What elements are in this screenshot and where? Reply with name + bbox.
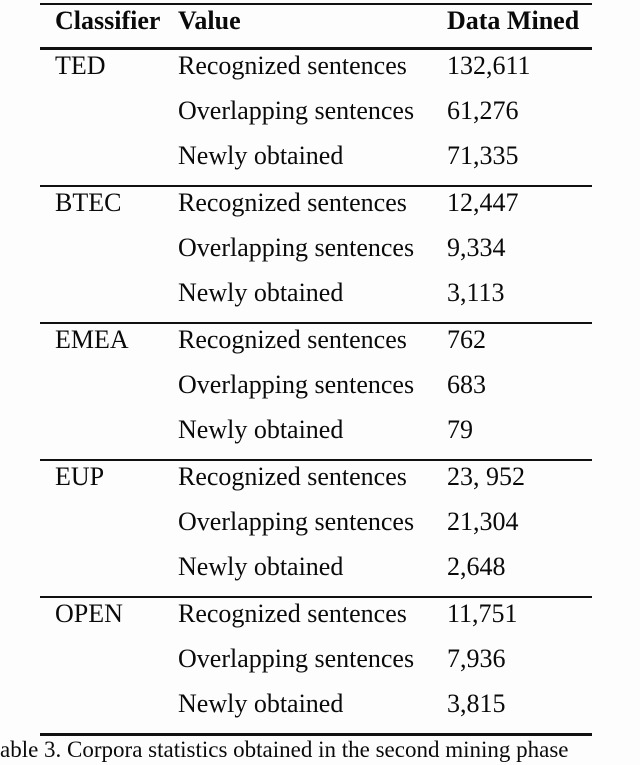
table-header-row	[40, 5, 592, 47]
classifier-group-emea	[40, 324, 592, 461]
classifier-group-open	[40, 598, 592, 736]
table-row	[40, 551, 592, 596]
cell-value: Newly obtained	[178, 141, 344, 170]
cell-value: Overlapping sentences	[178, 370, 415, 399]
classifier-group-btec	[40, 187, 592, 324]
table-caption: able 3. Corpora statistics obtained in the second mining phase	[0, 737, 569, 762]
cell-data-mined: 23, 952	[447, 462, 525, 491]
cell-data-mined: 683	[447, 370, 486, 399]
cell-value: Recognized sentences	[178, 51, 407, 80]
cell-data-mined: 71,335	[447, 141, 519, 170]
table-row	[40, 232, 592, 277]
col-header-data-mined: Data Mined	[447, 6, 580, 35]
cell-data-mined: 3,113	[447, 278, 505, 307]
cell-data-mined: 61,276	[447, 96, 519, 125]
cell-classifier: EUP	[55, 462, 105, 491]
table-row	[40, 643, 592, 688]
cell-value: Newly obtained	[178, 689, 344, 718]
table-row	[40, 324, 592, 369]
cell-data-mined: 7,936	[447, 644, 506, 673]
table-row	[40, 414, 592, 459]
classifier-group-eup	[40, 461, 592, 598]
cell-data-mined: 21,304	[447, 507, 519, 536]
table-row	[40, 187, 592, 232]
cell-classifier: OPEN	[55, 599, 123, 628]
table-row	[40, 598, 592, 643]
cell-value: Recognized sentences	[178, 325, 407, 354]
cell-classifier: BTEC	[55, 188, 122, 217]
table-row	[40, 50, 592, 95]
cell-value: Overlapping sentences	[178, 507, 415, 536]
cell-value: Overlapping sentences	[178, 644, 415, 673]
cell-data-mined: 79	[447, 415, 473, 444]
cell-data-mined: 11,751	[447, 599, 518, 628]
table-row	[40, 140, 592, 185]
cell-classifier: EMEA	[55, 325, 129, 354]
cell-data-mined: 3,815	[447, 689, 506, 718]
table-row	[40, 95, 592, 140]
corpora-statistics-table	[40, 3, 592, 736]
cell-data-mined: 2,648	[447, 552, 506, 581]
cell-data-mined: 132,611	[447, 51, 531, 80]
table-row	[40, 277, 592, 322]
table-row	[40, 688, 592, 733]
cell-data-mined: 9,334	[447, 233, 506, 262]
classifier-group-ted	[40, 50, 592, 187]
cell-value: Recognized sentences	[178, 188, 407, 217]
cell-value: Recognized sentences	[178, 462, 407, 491]
cell-value: Overlapping sentences	[178, 96, 415, 125]
cell-value: Recognized sentences	[178, 599, 407, 628]
cell-classifier: TED	[55, 51, 106, 80]
cell-value: Overlapping sentences	[178, 233, 415, 262]
table-row	[40, 369, 592, 414]
cell-value: Newly obtained	[178, 278, 344, 307]
cell-data-mined: 12,447	[447, 188, 519, 217]
cell-data-mined: 762	[447, 325, 486, 354]
col-header-classifier: Classifier	[55, 6, 161, 35]
table-row	[40, 461, 592, 506]
col-header-value: Value	[178, 6, 241, 35]
cell-value: Newly obtained	[178, 552, 344, 581]
table-row	[40, 506, 592, 551]
cell-value: Newly obtained	[178, 415, 344, 444]
